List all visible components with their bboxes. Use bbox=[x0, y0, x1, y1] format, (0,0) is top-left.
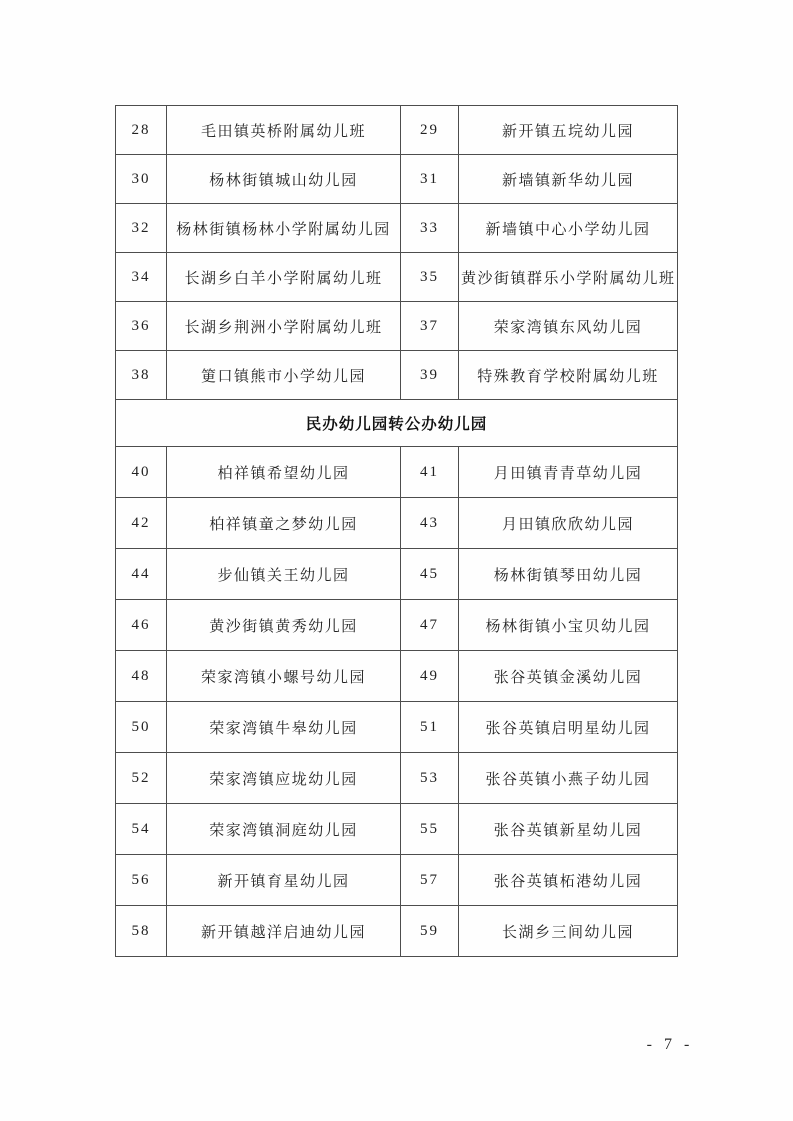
row-number-cell: 49 bbox=[401, 651, 459, 702]
row-number-cell: 52 bbox=[116, 753, 167, 804]
table-body bbox=[116, 106, 678, 957]
row-number-cell: 31 bbox=[401, 155, 459, 204]
kindergarten-name-cell: 荣家湾镇东风幼儿园 bbox=[459, 302, 678, 351]
kindergarten-name-cell: 杨林街镇杨林小学附属幼儿园 bbox=[167, 204, 401, 253]
kindergarten-name-cell: 荣家湾镇应垅幼儿园 bbox=[167, 753, 401, 804]
table-row bbox=[116, 447, 678, 498]
table-row bbox=[116, 204, 678, 253]
kindergarten-name-cell: 月田镇欣欣幼儿园 bbox=[459, 498, 678, 549]
row-number-cell: 55 bbox=[401, 804, 459, 855]
row-number-cell: 44 bbox=[116, 549, 167, 600]
row-number-cell: 58 bbox=[116, 906, 167, 957]
table-row bbox=[116, 155, 678, 204]
row-number-cell: 29 bbox=[401, 106, 459, 155]
row-number-cell: 56 bbox=[116, 855, 167, 906]
table-row bbox=[116, 804, 678, 855]
table-row bbox=[116, 906, 678, 957]
row-number-cell: 33 bbox=[401, 204, 459, 253]
kindergarten-table bbox=[115, 105, 678, 957]
row-number-cell: 42 bbox=[116, 498, 167, 549]
row-number-cell: 53 bbox=[401, 753, 459, 804]
row-number-cell: 46 bbox=[116, 600, 167, 651]
table-row bbox=[116, 600, 678, 651]
page-number: - 7 - bbox=[646, 1036, 694, 1053]
kindergarten-name-cell: 黄沙街镇黄秀幼儿园 bbox=[167, 600, 401, 651]
kindergarten-name-cell: 柏祥镇希望幼儿园 bbox=[167, 447, 401, 498]
table-row bbox=[116, 498, 678, 549]
table-row bbox=[116, 702, 678, 753]
kindergarten-name-cell: 杨林街镇城山幼儿园 bbox=[167, 155, 401, 204]
table-row bbox=[116, 106, 678, 155]
kindergarten-name-cell: 新开镇越洋启迪幼儿园 bbox=[167, 906, 401, 957]
row-number-cell: 47 bbox=[401, 600, 459, 651]
row-number-cell: 41 bbox=[401, 447, 459, 498]
table-row bbox=[116, 651, 678, 702]
section-header-row bbox=[116, 400, 678, 447]
kindergarten-name-cell: 毛田镇英桥附属幼儿班 bbox=[167, 106, 401, 155]
row-number-cell: 36 bbox=[116, 302, 167, 351]
row-number-cell: 51 bbox=[401, 702, 459, 753]
row-number-cell: 37 bbox=[401, 302, 459, 351]
kindergarten-name-cell: 张谷英镇金溪幼儿园 bbox=[459, 651, 678, 702]
row-number-cell: 28 bbox=[116, 106, 167, 155]
row-number-cell: 57 bbox=[401, 855, 459, 906]
kindergarten-name-cell: 荣家湾镇牛皋幼儿园 bbox=[167, 702, 401, 753]
kindergarten-name-cell: 特殊教育学校附属幼儿班 bbox=[459, 351, 678, 400]
row-number-cell: 59 bbox=[401, 906, 459, 957]
kindergarten-name-cell: 黄沙街镇群乐小学附属幼儿班 bbox=[459, 253, 678, 302]
table-row bbox=[116, 302, 678, 351]
kindergarten-name-cell: 张谷英镇柘港幼儿园 bbox=[459, 855, 678, 906]
kindergarten-name-cell: 张谷英镇新星幼儿园 bbox=[459, 804, 678, 855]
kindergarten-name-cell: 新墙镇中心小学幼儿园 bbox=[459, 204, 678, 253]
kindergarten-name-cell: 新开镇五垸幼儿园 bbox=[459, 106, 678, 155]
row-number-cell: 38 bbox=[116, 351, 167, 400]
table-row bbox=[116, 855, 678, 906]
row-number-cell: 39 bbox=[401, 351, 459, 400]
kindergarten-name-cell: 长湖乡白羊小学附属幼儿班 bbox=[167, 253, 401, 302]
row-number-cell: 43 bbox=[401, 498, 459, 549]
row-number-cell: 35 bbox=[401, 253, 459, 302]
kindergarten-name-cell: 长湖乡荆洲小学附属幼儿班 bbox=[167, 302, 401, 351]
kindergarten-name-cell: 月田镇青青草幼儿园 bbox=[459, 447, 678, 498]
kindergarten-name-cell: 长湖乡三间幼儿园 bbox=[459, 906, 678, 957]
kindergarten-name-cell: 新开镇育星幼儿园 bbox=[167, 855, 401, 906]
kindergarten-name-cell: 荣家湾镇洞庭幼儿园 bbox=[167, 804, 401, 855]
row-number-cell: 54 bbox=[116, 804, 167, 855]
row-number-cell: 34 bbox=[116, 253, 167, 302]
row-number-cell: 40 bbox=[116, 447, 167, 498]
kindergarten-name-cell: 杨林街镇小宝贝幼儿园 bbox=[459, 600, 678, 651]
kindergarten-name-cell: 杨林街镇琴田幼儿园 bbox=[459, 549, 678, 600]
kindergarten-name-cell: 柏祥镇童之梦幼儿园 bbox=[167, 498, 401, 549]
row-number-cell: 45 bbox=[401, 549, 459, 600]
kindergarten-name-cell: 张谷英镇启明星幼儿园 bbox=[459, 702, 678, 753]
row-number-cell: 30 bbox=[116, 155, 167, 204]
kindergarten-name-cell: 新墙镇新华幼儿园 bbox=[459, 155, 678, 204]
table-row bbox=[116, 549, 678, 600]
section-header: 民办幼儿园转公办幼儿园 bbox=[116, 400, 678, 447]
kindergarten-name-cell: 筻口镇熊市小学幼儿园 bbox=[167, 351, 401, 400]
table-row bbox=[116, 753, 678, 804]
kindergarten-name-cell: 步仙镇关王幼儿园 bbox=[167, 549, 401, 600]
table-row bbox=[116, 253, 678, 302]
kindergarten-name-cell: 荣家湾镇小螺号幼儿园 bbox=[167, 651, 401, 702]
row-number-cell: 50 bbox=[116, 702, 167, 753]
kindergarten-name-cell: 张谷英镇小燕子幼儿园 bbox=[459, 753, 678, 804]
row-number-cell: 48 bbox=[116, 651, 167, 702]
table-row bbox=[116, 351, 678, 400]
row-number-cell: 32 bbox=[116, 204, 167, 253]
